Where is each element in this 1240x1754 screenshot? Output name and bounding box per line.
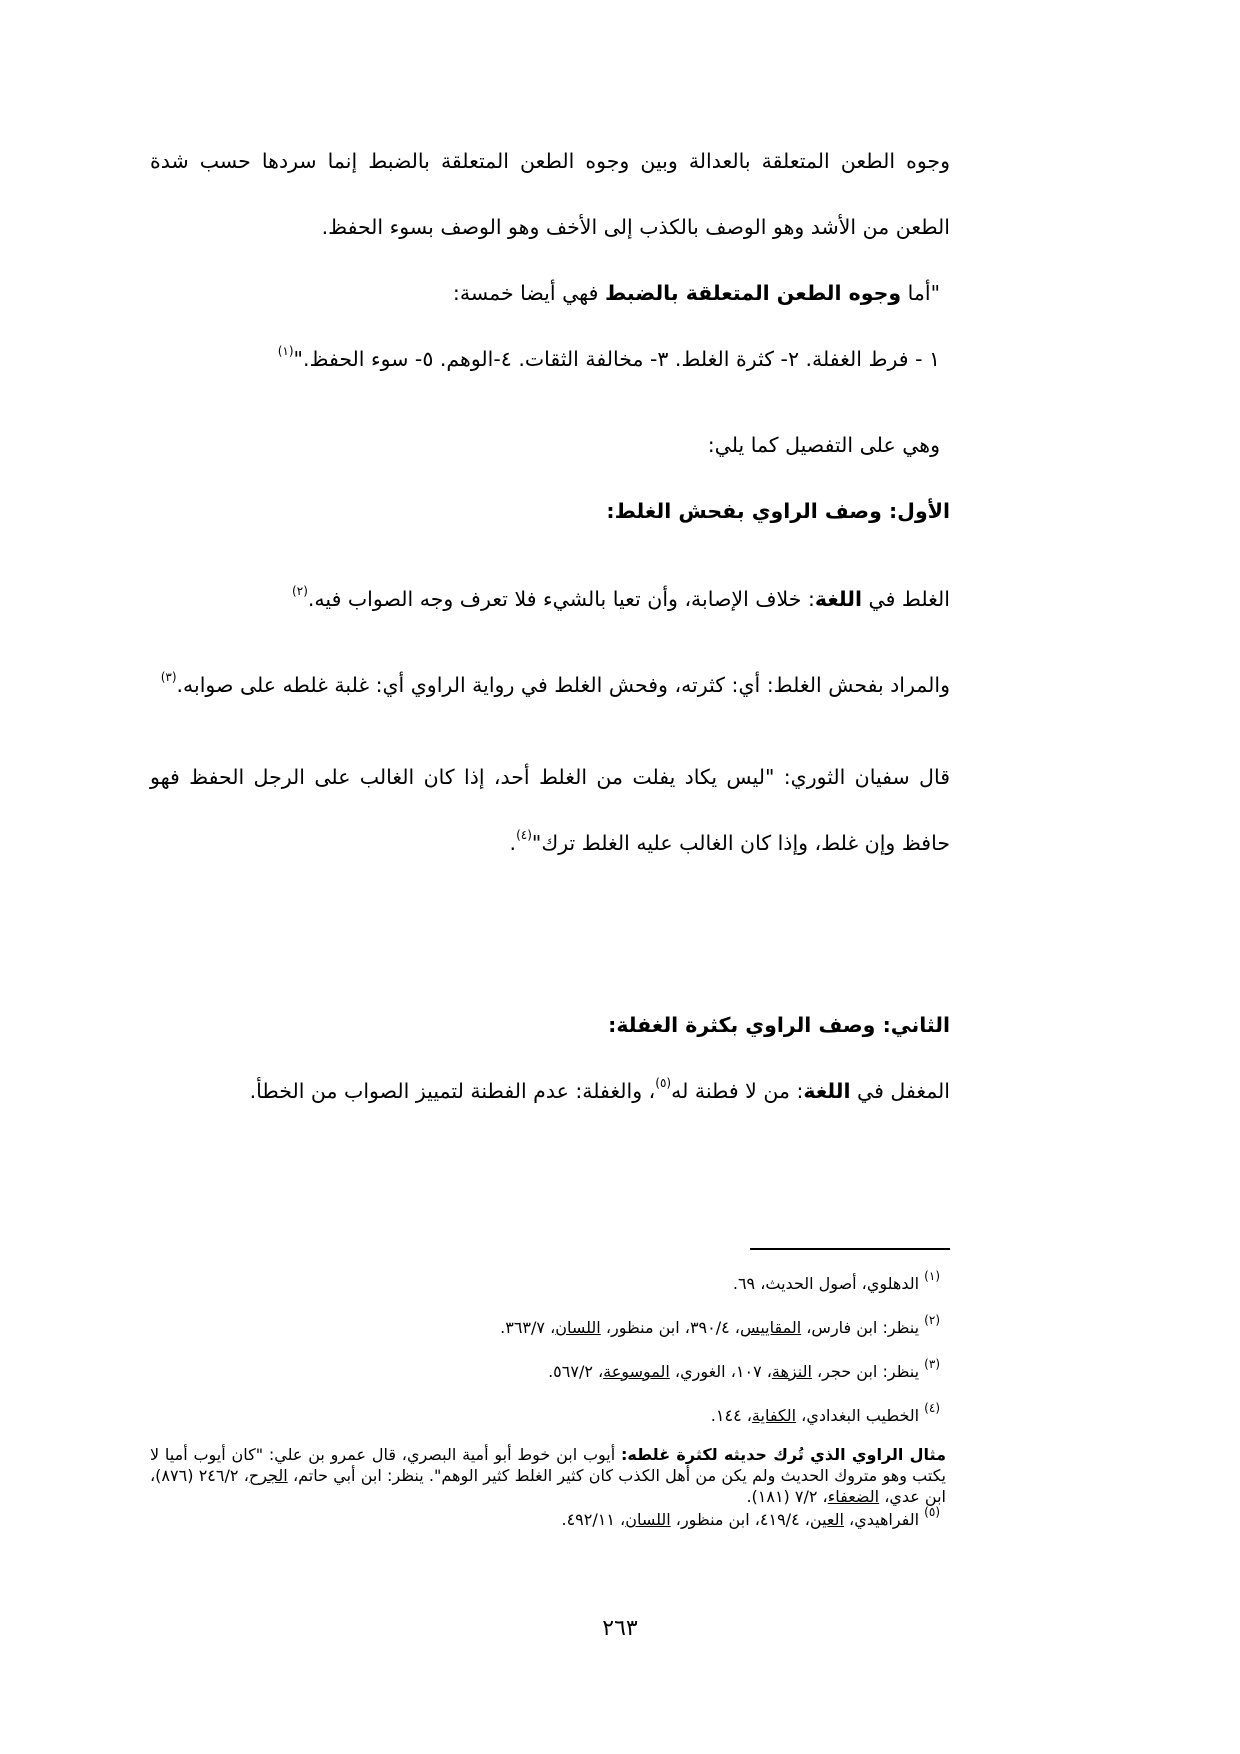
- paragraph-mughaffal-definition: المغفل في اللغة: من لا فطنة له$^{(٥)}$، والغفلة: عدم الفطنة لتمييز الصواب من الخطأ.: [249, 1076, 950, 1103]
- body-text: [150, 128, 950, 1124]
- paragraph-dabt-intro: "أما وجوه الطعن المتعلقة بالضبط فهي أيضا خمسة:: [452, 281, 940, 305]
- footnote-2: $^{(٢)}$ ينظر: ابن فارس، المقاييس، ٣٩٠/٤، ابن منظور، اللسان، ٣٦٣/٧.: [500, 1312, 940, 1337]
- footnote-5: $^{(٥)}$ الفراهيدي، العين، ٤١٩/٤، ابن منظور، اللسان، ٤٩٢/١١.: [561, 1504, 940, 1529]
- footnote-4: $^{(٤)}$ الخطيب البغدادي، الكفاية، ١٤٤.: [710, 1400, 940, 1425]
- section-heading-first: الأول: وصف الراوي بفحش الغلط:: [606, 499, 950, 523]
- paragraph-ghalat-definition: الغلط في اللغة: خلاف الإصابة، وأن تعيا بالشيء فلا تعرف وجه الصواب فيه.$^{(٢)}$: [292, 584, 950, 611]
- footnote-3: $^{(٣)}$ ينظر: ابن حجر، النزهة، ١٠٧، الغوري، الموسوعة، ٥٦٧/٢.: [548, 1356, 940, 1381]
- section-heading-second: الثاني: وصف الراوي بكثرة الغفلة:: [608, 1013, 950, 1037]
- paragraph-dabt-list: ١ - فرط الغفلة. ٢- كثرة الغلط. ٣- مخالفة الثقات. ٤-الوهم. ٥- سوء الحفظ."$^{(١)}$: [277, 344, 940, 371]
- paragraph-details-intro: وهي على التفصيل كما يلي:: [707, 433, 940, 457]
- footnote-example-note: مثال الراوي الذي تُرك حديثه لكثرة غلطه: أيوب ابن خوط أبو أمية البصري، قال عمرو بن علي: "كان أيوب أميا لا يكتب وهو متروك الحديث ولم يكن من أهل الكذب كان كثير الغلط كثير الوهم". ينظر: ابن أبي حاتم، الجرح، ٢٤٦/٢ (٨٧٦)، ابن عدي، الضعفاء، ٧/٢ (١٨١).: [150, 1445, 947, 1506]
- paragraph-intro: وجوه الطعن المتعلقة بالعدالة وبين وجوه الطعن المتعلقة بالضبط إنما سردها حسب شدة الطعن من الأشد وهو الوصف بالكذب إلى الأخف وهو الوصف بسوء الحفظ.: [150, 149, 950, 239]
- paragraph-sufyan-quote: قال سفيان الثوري: "ليس يكاد يفلت من الغلط أحد، إذا كان الغالب على الرجل الحفظ فهو حافظ وإن غلط، وإذا كان الغالب عليه الغلط ترك"$^{(٤)}$.: [150, 765, 950, 855]
- footnote-1: $^{(١)}$ الدهلوي، أصول الحديث، ٦٩.: [732, 1268, 940, 1293]
- paragraph-ghalat-meaning: والمراد بفحش الغلط: أي: كثرته، وفحش الغلط في رواية الراوي أي: غلبة غلطه على صوابه.$^{(٣)}$: [160, 670, 950, 697]
- page-number: ٢٦٣: [602, 1616, 638, 1641]
- footnotes: [150, 1262, 946, 1533]
- footnote-separator: [750, 1248, 950, 1250]
